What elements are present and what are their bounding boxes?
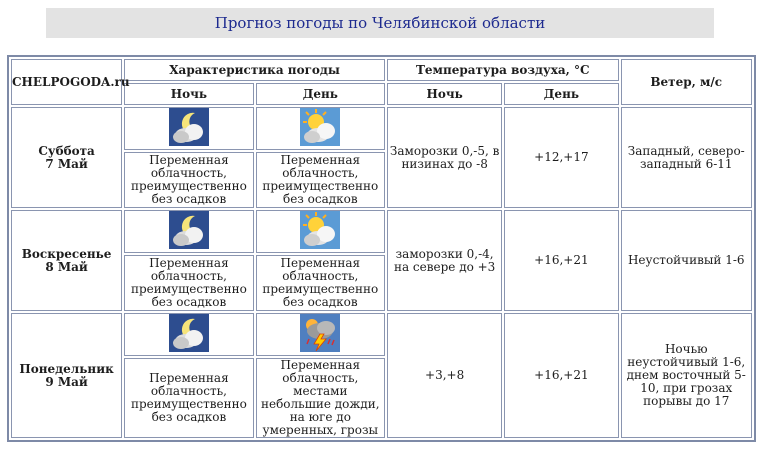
day-desc: Переменная облачность, преимущественно без осадков: [262, 153, 379, 206]
brand-label: CHELPOGODA.ru: [12, 74, 130, 89]
night-temp: Заморозки 0,-5, в низинах до -8: [389, 143, 500, 171]
header-night-temp: [387, 83, 502, 105]
night-temp: +3,+8: [425, 368, 465, 382]
day-desc: Переменная облачность, местами небольшие дожди, на юге до умеренных, грозы: [260, 358, 380, 437]
day-desc: Переменная облачность, преимущественно без осадков: [262, 256, 379, 309]
header-wind-label: Ветер, м/с: [650, 74, 723, 89]
header-weather-char-label: Характеристика погоды: [169, 62, 340, 77]
night-temp: заморозки 0,-4, на севере до +3: [393, 246, 496, 274]
moon-cloud-icon: [169, 211, 209, 252]
header-day-weather: [256, 83, 385, 105]
forecast-table-frame: [7, 55, 756, 442]
night-desc-cell: [124, 358, 253, 438]
sun-cloud-icon: [300, 211, 340, 252]
table-row: [11, 107, 752, 150]
night-temp-cell: [387, 313, 502, 438]
night-icon-cell: [124, 210, 253, 253]
day-icon-cell: [256, 313, 385, 356]
night-desc: Переменная облачность, преимущественно без осадков: [130, 153, 247, 206]
header-air-temp: [387, 59, 619, 81]
header-night-label: Ночь: [170, 86, 208, 101]
brand-cell: [11, 59, 130, 105]
day-date: 7 Май: [45, 156, 88, 171]
header-weather-char: [124, 59, 385, 81]
day-temp-cell: [504, 107, 618, 208]
night-desc: Переменная облачность, преимущественно без осадков: [130, 371, 247, 424]
day-icon-cell: [256, 210, 385, 253]
wind-cell: [621, 313, 752, 438]
day-temp-cell: [504, 313, 618, 438]
night-temp-cell: [387, 210, 502, 311]
wind-text: Западный, северо-западный 6-11: [627, 143, 745, 171]
wind-cell: [621, 210, 752, 311]
day-date: 8 Май: [45, 259, 88, 274]
night-desc-cell: [124, 152, 253, 208]
day-temp: +12,+17: [534, 150, 589, 164]
day-temp: +16,+21: [534, 368, 589, 382]
header-air-temp-label: Температура воздуха, °C: [415, 62, 590, 77]
moon-cloud-icon: [169, 108, 209, 149]
day-date: 9 Май: [45, 374, 88, 389]
day-icon-cell: [256, 107, 385, 150]
header-day-temp: [504, 83, 618, 105]
table-row: [11, 210, 752, 253]
day-desc-cell: [256, 152, 385, 208]
day-name: Понедельник: [19, 361, 114, 376]
wind-cell: [621, 107, 752, 208]
table-row: [11, 313, 752, 356]
day-temp: +16,+21: [534, 253, 589, 267]
day-temp-cell: [504, 210, 618, 311]
header-night-weather: [124, 83, 253, 105]
header-wind: [621, 59, 752, 105]
day-cell: [11, 313, 122, 438]
wind-text: Неустойчивый 1-6: [627, 253, 745, 267]
night-icon-cell: [124, 313, 253, 356]
night-desc-cell: [124, 255, 253, 311]
header-day-label: День: [302, 86, 338, 101]
night-icon-cell: [124, 107, 253, 150]
forecast-table: [9, 57, 754, 440]
moon-cloud-icon: [169, 314, 209, 355]
thunderstorm-icon: [300, 314, 340, 355]
sun-cloud-icon: [300, 108, 340, 149]
day-cell: [11, 210, 122, 311]
day-desc-cell: [256, 255, 385, 311]
page-title-bar: [46, 8, 714, 38]
day-name: Воскресенье: [21, 246, 112, 261]
header-day-label: День: [543, 86, 579, 101]
night-temp-cell: [387, 107, 502, 208]
day-name: Суббота: [38, 143, 95, 158]
day-desc-cell: [256, 358, 385, 438]
page-title: Прогноз погоды по Челябинской области: [214, 14, 546, 32]
wind-text: Ночью неустойчивый 1-6, днем восточный 5-10, при грозах порывы до 17: [626, 342, 746, 408]
header-night-label: Ночь: [426, 86, 463, 101]
day-cell: [11, 107, 122, 208]
night-desc: Переменная облачность, преимущественно без осадков: [130, 256, 247, 309]
